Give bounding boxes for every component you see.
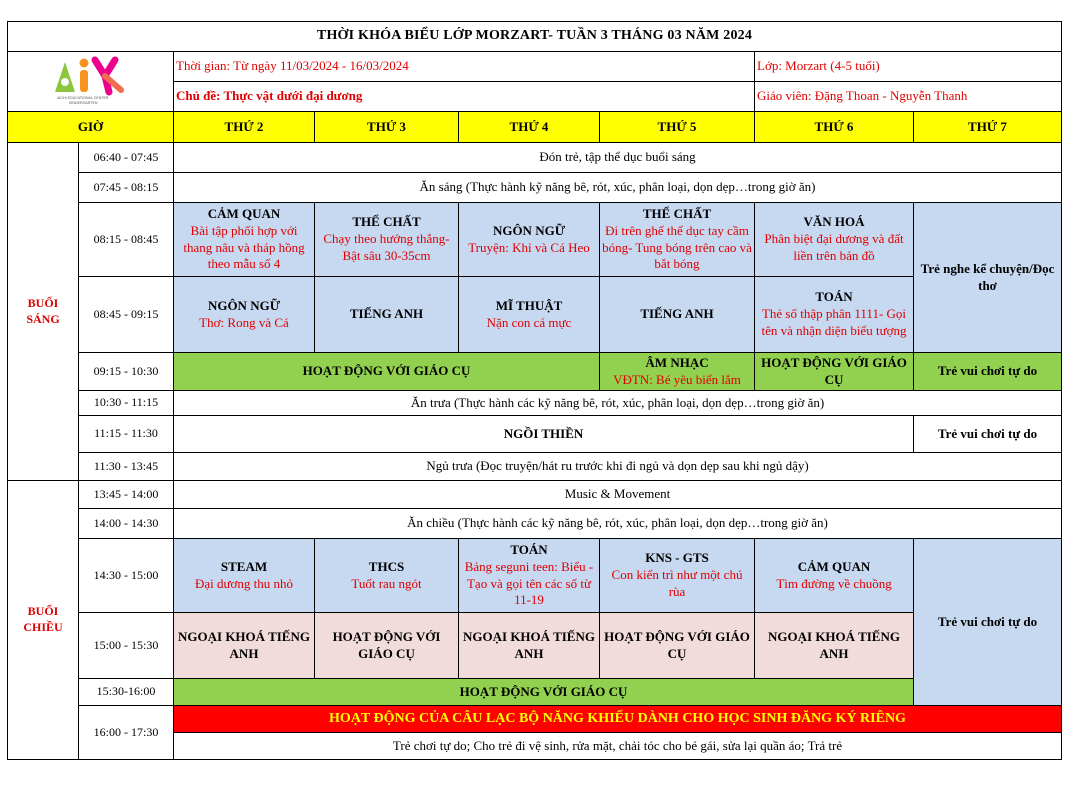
saturday-afternoon-activity: Trẻ vui chơi tự do bbox=[914, 539, 1062, 706]
column-header-day: THỨ 7 bbox=[914, 112, 1062, 143]
activity-row: Music & Movement bbox=[174, 481, 1062, 509]
extracurricular-cell: NGOẠI KHOÁ TIẾNG ANH bbox=[755, 613, 914, 679]
time-slot: 15:00 - 15:30 bbox=[79, 613, 174, 679]
svg-text:KINDERGARTEN: KINDERGARTEN bbox=[68, 101, 97, 106]
lesson-cell: TIẾNG ANH bbox=[315, 277, 459, 353]
lesson-cell: NGÔN NGỮ Thơ: Rong và Cá bbox=[174, 277, 315, 353]
column-header-day: THỨ 6 bbox=[755, 112, 914, 143]
time-slot: 15:30-16:00 bbox=[79, 679, 174, 706]
montessori-activity: HOẠT ĐỘNG VỚI GIÁO CỤ bbox=[755, 353, 914, 391]
activity-row: Trẻ chơi tự do; Cho trẻ đi vệ sinh, rửa mặt, chải tóc cho bé gái, sửa lại quần áo; Trả trẻ bbox=[174, 733, 1062, 760]
lesson-cell: VĂN HOÁ Phân biệt đại dương và đất liền trên bản đồ bbox=[755, 203, 914, 277]
column-header-time: GIỜ bbox=[8, 112, 174, 143]
topic-value: Thực vật dưới đại dương bbox=[223, 88, 363, 104]
lesson-cell: CẢM QUAN Bài tập phối hợp với thang nâu và tháp hồng theo mẫu số 4 bbox=[174, 203, 315, 277]
time-slot: 06:40 - 07:45 bbox=[79, 143, 174, 173]
time-slot: 16:00 - 17:30 bbox=[79, 706, 174, 760]
montessori-activity: HOẠT ĐỘNG VỚI GIÁO CỤ bbox=[174, 679, 914, 706]
column-header-day: THỨ 3 bbox=[315, 112, 459, 143]
page-title: THỜI KHÓA BIỂU LỚP MORZART- TUẦN 3 THÁNG 03 NĂM 2024 bbox=[8, 22, 1062, 52]
logo bbox=[8, 52, 174, 112]
column-header-day: THỨ 5 bbox=[600, 112, 755, 143]
lesson-cell: THỂ CHẤT Đi trên ghế thể dục tay cầm bóng- Tung bóng trên cao và bắt bóng bbox=[600, 203, 755, 277]
time-range: Thời gian: Từ ngày 11/03/2024 - 16/03/2024 bbox=[174, 52, 755, 82]
lesson-cell: KNS - GTS Con kiến trì như một chú rùa bbox=[600, 539, 755, 613]
lesson-cell: CẢM QUAN Tìm đường về chuồng bbox=[755, 539, 914, 613]
teacher-names: Giáo viên: Đặng Thoan - Nguyễn Thanh bbox=[755, 82, 1062, 112]
time-slot: 13:45 - 14:00 bbox=[79, 481, 174, 509]
extracurricular-cell: HOẠT ĐỘNG VỚI GIÁO CỤ bbox=[315, 613, 459, 679]
lesson-cell: TIẾNG ANH bbox=[600, 277, 755, 353]
column-header-day: THỨ 4 bbox=[459, 112, 600, 143]
time-slot: 14:30 - 15:00 bbox=[79, 539, 174, 613]
activity-row: Ăn trưa (Thực hành các kỹ năng bê, rót, xúc, phân loại, dọn dẹp…trong giờ ăn) bbox=[174, 391, 1062, 416]
free-play: Trẻ vui chơi tự do bbox=[914, 353, 1062, 391]
activity-row: Ăn sáng (Thực hành kỹ năng bê, rót, xúc, phân loại, dọn dẹp…trong giờ ăn) bbox=[174, 173, 1062, 203]
free-play: Trẻ vui chơi tự do bbox=[914, 416, 1062, 453]
music-lesson: ÂM NHẠC VĐTN: Bé yêu biển lắm bbox=[600, 353, 755, 391]
activity-row: Đón trẻ, tập thể dục buổi sáng bbox=[174, 143, 1062, 173]
time-slot: 10:30 - 11:15 bbox=[79, 391, 174, 416]
club-activity-banner: HOẠT ĐỘNG CỦA CÂU LẠC BỘ NĂNG KHIẾU DÀNH CHO HỌC SINH ĐĂNG KÝ RIÊNG bbox=[174, 706, 1062, 733]
timetable bbox=[7, 21, 1062, 760]
activity-row: Ăn chiều (Thực hành các kỹ năng bê, rót, xúc, phân loại, dọn dẹp…trong giờ ăn) bbox=[174, 509, 1062, 539]
meditation: NGỒI THIỀN bbox=[174, 416, 914, 453]
extracurricular-cell: NGOẠI KHOÁ TIẾNG ANH bbox=[459, 613, 600, 679]
time-slot: 08:15 - 08:45 bbox=[79, 203, 174, 277]
lesson-cell: NGÔN NGỮ Truyện: Khỉ và Cá Heo bbox=[459, 203, 600, 277]
lesson-cell: TOÁN Thẻ số thập phân 1111- Gọi tên và nhận diện biểu tượng bbox=[755, 277, 914, 353]
extracurricular-cell: HOẠT ĐỘNG VỚI GIÁO CỤ bbox=[600, 613, 755, 679]
time-slot: 14:00 - 14:30 bbox=[79, 509, 174, 539]
class-name: Lớp: Morzart (4-5 tuổi) bbox=[755, 52, 1062, 82]
time-slot: 08:45 - 09:15 bbox=[79, 277, 174, 353]
lesson-cell: STEAM Đại dương thu nhỏ bbox=[174, 539, 315, 613]
time-slot: 11:30 - 13:45 bbox=[79, 453, 174, 481]
topic-label: Chủ đề: bbox=[176, 88, 221, 104]
time-slot: 11:15 - 11:30 bbox=[79, 416, 174, 453]
session-afternoon: BUỔI CHIỀU bbox=[8, 481, 79, 760]
lesson-cell: TOÁN Bảng seguni teen: Biểu - Tạo và gọi tên các số từ 11-19 bbox=[459, 539, 600, 613]
svg-text:AICHI EDUCATIONAL CENTER: AICHI EDUCATIONAL CENTER bbox=[56, 96, 109, 101]
activity-row: Ngủ trưa (Đọc truyện/hát ru trước khi đi ngủ và dọn dẹp sau khi ngủ dậy) bbox=[174, 453, 1062, 481]
montessori-activity: HOẠT ĐỘNG VỚI GIÁO CỤ bbox=[174, 353, 600, 391]
lesson-cell: MĨ THUẬT Nặn con cá mực bbox=[459, 277, 600, 353]
session-morning: BUỔI SÁNG bbox=[8, 143, 79, 481]
lesson-cell: THỂ CHẤT Chạy theo hướng thẳng- Bật sâu 30-35cm bbox=[315, 203, 459, 277]
extracurricular-cell: NGOẠI KHOÁ TIẾNG ANH bbox=[174, 613, 315, 679]
lesson-cell: THCS Tuốt rau ngót bbox=[315, 539, 459, 613]
time-slot: 07:45 - 08:15 bbox=[79, 173, 174, 203]
column-header-day: THỨ 2 bbox=[174, 112, 315, 143]
aik-logo-icon bbox=[49, 52, 133, 106]
saturday-morning-activity: Trẻ nghe kể chuyện/Đọc thơ bbox=[914, 203, 1062, 353]
time-slot: 09:15 - 10:30 bbox=[79, 353, 174, 391]
topic bbox=[174, 82, 755, 112]
timetable-sheet bbox=[7, 21, 1062, 760]
